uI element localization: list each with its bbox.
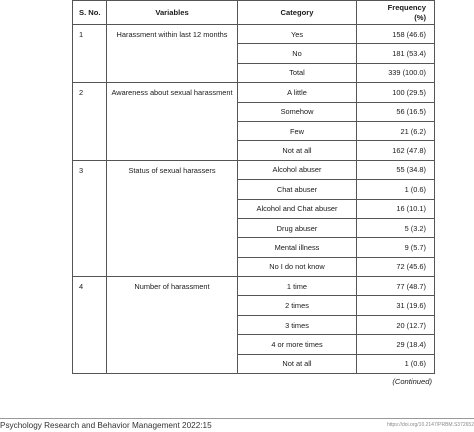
category-cell: A little [238, 83, 357, 102]
frequency-cell: 77 (48.7) [357, 277, 435, 296]
footer-divider [0, 418, 474, 419]
header-category: Category [238, 1, 357, 25]
category-cell: Yes [238, 25, 357, 44]
table-header-row [73, 1, 435, 25]
header-variables: Variables [107, 1, 238, 25]
frequency-cell: 56 (16.5) [357, 102, 435, 121]
frequency-cell: 5 (3.2) [357, 218, 435, 237]
category-cell: Mental illness [238, 238, 357, 257]
table-row [73, 83, 435, 102]
group-variable: Status of sexual harassers [107, 160, 238, 276]
journal-citation: Psychology Research and Behavior Management 2022:15 [0, 421, 212, 430]
category-cell: Not at all [238, 141, 357, 160]
frequency-cell: 1 (0.6) [357, 180, 435, 199]
category-cell: 3 times [238, 315, 357, 334]
category-cell: Alcohol and Chat abuser [238, 199, 357, 218]
group-sno: 1 [73, 25, 107, 83]
category-cell: 1 time [238, 277, 357, 296]
category-cell: Alcohol abuser [238, 160, 357, 179]
header-frequency-line2: (%) [414, 12, 426, 22]
frequency-cell: 21 (6.2) [357, 121, 435, 140]
frequency-cell: 100 (29.5) [357, 83, 435, 102]
group-variable: Number of harassment [107, 277, 238, 374]
category-cell: Chat abuser [238, 180, 357, 199]
category-cell: 4 or more times [238, 335, 357, 354]
data-table [72, 0, 435, 374]
header-frequency-line1: Frequency [387, 2, 426, 12]
frequency-cell: 162 (47.8) [357, 141, 435, 160]
group-sno: 2 [73, 83, 107, 161]
header-frequency [357, 1, 435, 25]
table-row [73, 160, 435, 179]
frequency-cell: 9 (5.7) [357, 238, 435, 257]
frequency-cell: 1 (0.6) [357, 354, 435, 373]
group-sno: 4 [73, 277, 107, 374]
category-cell: No I do not know [238, 257, 357, 276]
frequency-cell: 72 (45.6) [357, 257, 435, 276]
category-cell: Few [238, 121, 357, 140]
category-cell: Not at all [238, 354, 357, 373]
group-variable: Harassment within last 12 months [107, 25, 238, 83]
frequency-cell: 20 (12.7) [357, 315, 435, 334]
group-variable: Awareness about sexual harassment [107, 83, 238, 161]
frequency-cell: 158 (46.6) [357, 25, 435, 44]
frequency-cell: 29 (18.4) [357, 335, 435, 354]
doi-link[interactable]: https://doi.org/10.2147/PRBM.S372652 [386, 422, 474, 428]
frequency-cell: 31 (19.6) [357, 296, 435, 315]
frequency-cell: 181 (53.4) [357, 44, 435, 63]
group-sno: 3 [73, 160, 107, 276]
frequency-cell: 16 (10.1) [357, 199, 435, 218]
category-cell: Drug abuser [238, 218, 357, 237]
category-cell: No [238, 44, 357, 63]
category-cell: Somehow [238, 102, 357, 121]
category-cell: 2 times [238, 296, 357, 315]
frequency-cell: 339 (100.0) [357, 63, 435, 82]
frequency-cell: 55 (34.8) [357, 160, 435, 179]
table-row [73, 25, 435, 44]
header-sno: S. No. [73, 1, 107, 25]
category-cell: Total [238, 63, 357, 82]
continued-note: (Continued) [392, 377, 432, 386]
table-row [73, 277, 435, 296]
